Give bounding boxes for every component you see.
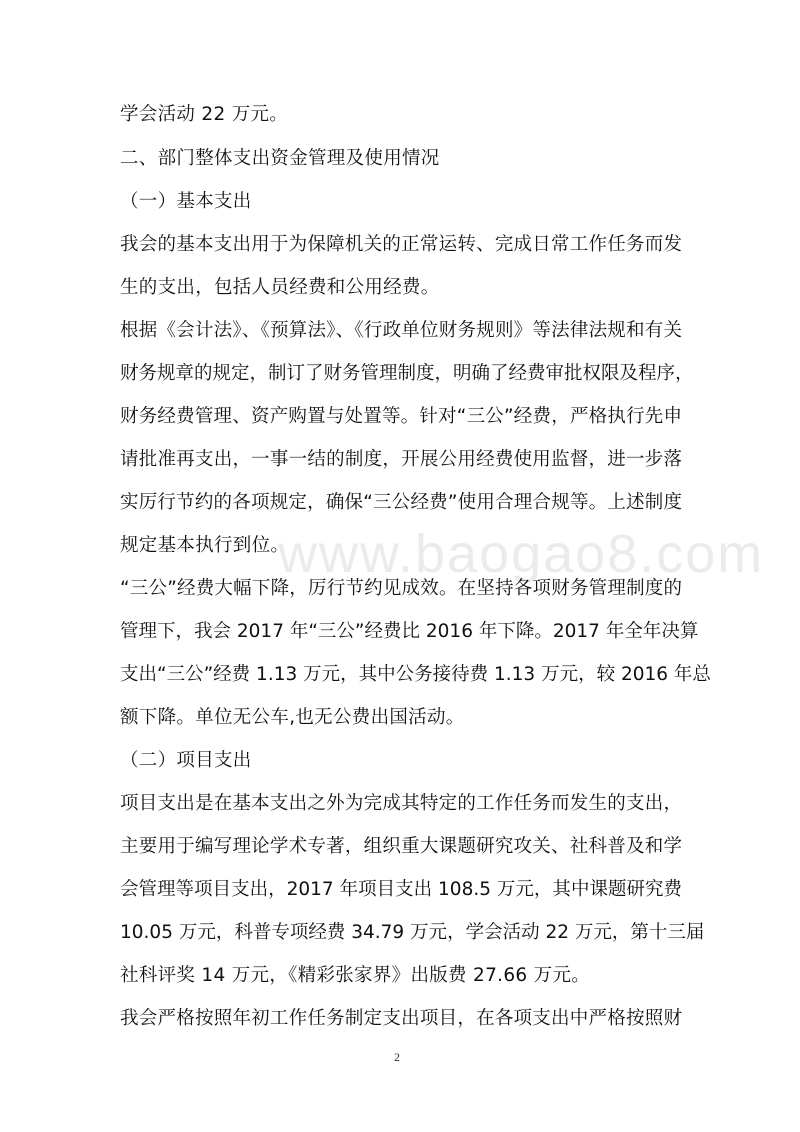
watermark: www.baogao8.com (278, 524, 765, 584)
paragraph-line: “三公”经费大幅下降，厉行节约见成效。在坚持各项财务管理制度的 (120, 578, 682, 599)
section-heading: 二、部门整体支出资金管理及使用情况 (120, 148, 440, 169)
paragraph-line: 社科评奖 14 万元，《精彩张家界》出版费 27.66 万元。 (120, 965, 591, 986)
paragraph-line: 管理下，我会 2017 年“三公”经费比 2016 年下降。2017 年全年决算 (120, 621, 699, 642)
paragraph-line: 我会的基本支出用于为保障机关的正常运转、完成日常工作任务而发 (120, 234, 682, 255)
paragraph-line: 财务经费管理、资产购置与处置等。针对“三公”经费，严格执行先申 (120, 406, 682, 427)
paragraph-line: 主要用于编写理论学术专著，组织重大课题研究攻关、社科普及和学 (120, 836, 682, 857)
subsection-heading: （二）项目支出 (120, 750, 252, 771)
paragraph-line: 额下降。单位无公车,也无公费出国活动。 (120, 707, 465, 728)
paragraph-line: 财务规章的规定，制订了财务管理制度，明确了经费审批权限及程序， (120, 363, 694, 384)
paragraph-line: 项目支出是在基本支出之外为完成其特定的工作任务而发生的支出， (120, 793, 682, 814)
paragraph-line: 会管理等项目支出，2017 年项目支出 108.5 万元，其中课题研究费 (120, 879, 682, 900)
paragraph-line: 实厉行节约的各项规定，确保“三公经费”使用合理合规等。上述制度 (120, 492, 682, 513)
paragraph-line: 请批准再支出，一事一结的制度，开展公用经费使用监督，进一步落 (120, 449, 682, 470)
subsection-heading: （一）基本支出 (120, 191, 252, 212)
paragraph-line: 根据《会计法》、《预算法》、《行政单位财务规则》等法律法规和有关 (120, 320, 682, 341)
paragraph-line: 我会严格按照年初工作任务制定支出项目，在各项支出中严格按照财 (120, 1008, 682, 1029)
paragraph-line: 学会活动 22 万元。 (120, 104, 289, 125)
paragraph-line: 支出“三公”经费 1.13 万元，其中公务接待费 1.13 万元，较 2016 年总 (120, 664, 711, 685)
paragraph-line: 规定基本执行到位。 (120, 535, 290, 556)
paragraph-line: 生的支出，包括人员经费和公用经费。 (120, 277, 440, 298)
paragraph-line: 10.05 万元，科普专项经费 34.79 万元，学会活动 22 万元，第十三届 (120, 922, 705, 943)
page-number: 2 (394, 1050, 400, 1064)
